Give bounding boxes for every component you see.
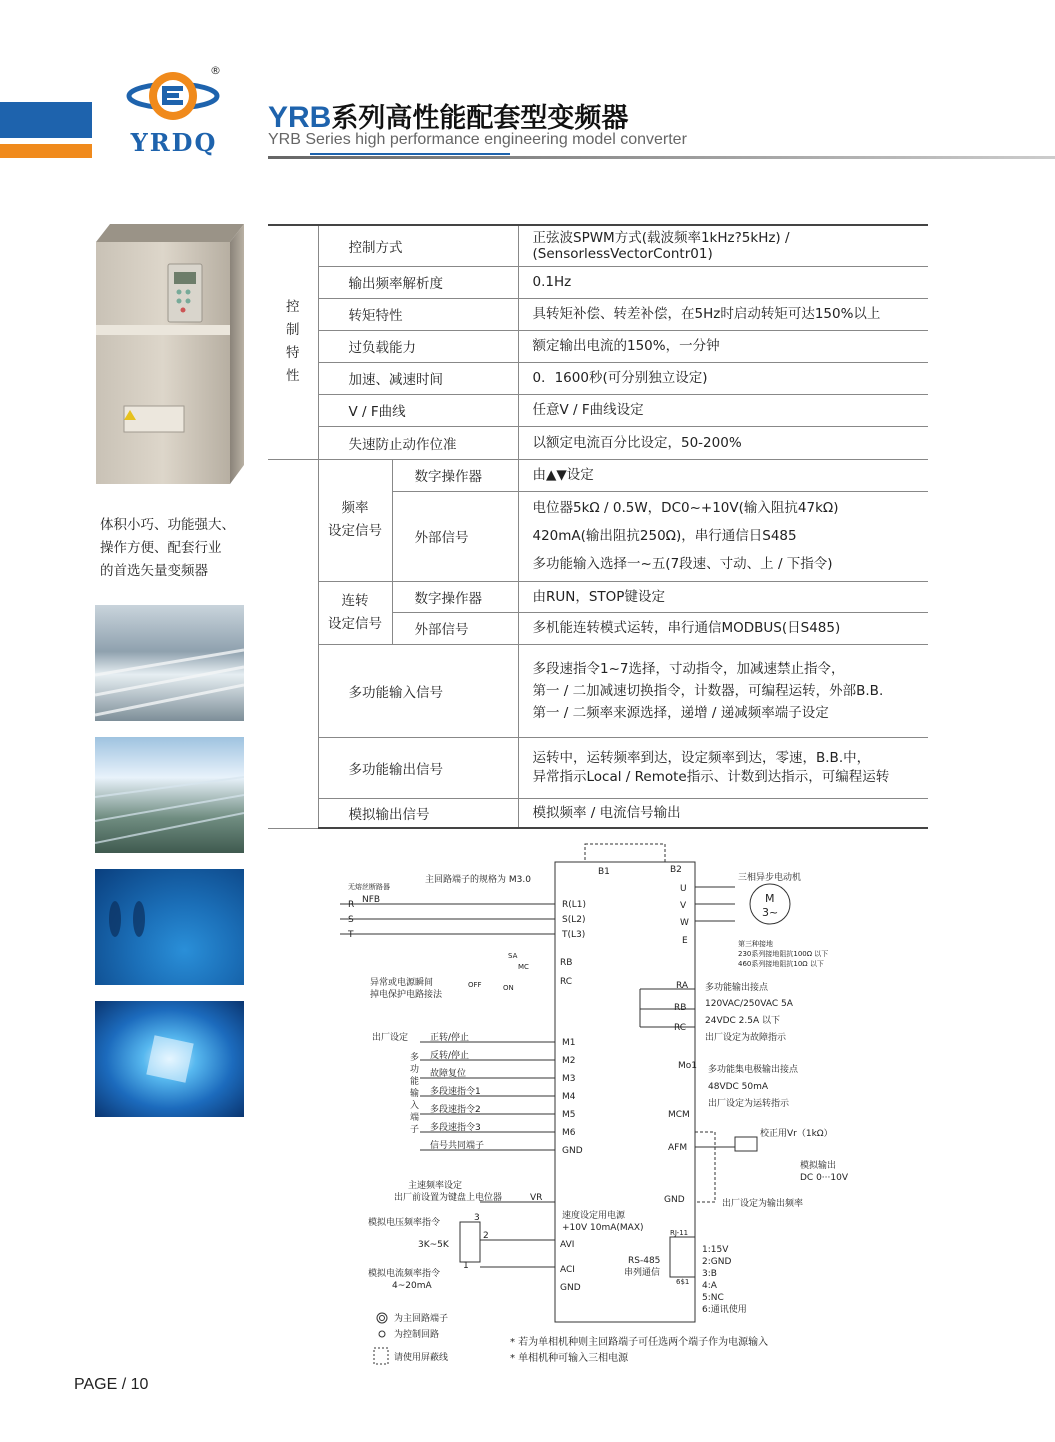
diag-main-freq-1: 主速频率设定 xyxy=(408,1181,463,1191)
diag-rb: RB xyxy=(560,958,573,968)
diag-note-1: * 若为单相机种则主回路端子可任选两个端子作为电源输入 xyxy=(510,1337,769,1348)
diag-in-label: 多段速指令2 xyxy=(430,1105,481,1115)
diag-pins: 6$1 xyxy=(676,1278,690,1286)
diag-rb2: RB xyxy=(674,1003,687,1013)
diag-off: OFF xyxy=(468,981,482,989)
diag-analog-out-1: 模拟输出 xyxy=(800,1161,837,1171)
title-prefix: YRB xyxy=(268,101,332,134)
business-people-photo xyxy=(95,869,244,985)
assembly-line-photo xyxy=(95,737,244,853)
diag-mc: MC xyxy=(518,963,529,971)
spec-value: 多机能连转模式运转，串行通信MODBUS(日S485) xyxy=(518,612,928,644)
spec-key: 数字操作器 xyxy=(392,459,518,491)
spec-value-line: 第一 / 二频率来源选择，递增 / 递减频率端子设定 xyxy=(532,704,829,721)
spec-value-line: 多段速指令1~7选择，寸动指令，加减速禁止指令， xyxy=(532,660,845,677)
diag-pin-item: 4:A xyxy=(702,1281,717,1291)
diag-r: R xyxy=(348,900,355,910)
diag-relay-1: 多功能输出接点 xyxy=(705,983,769,993)
spec-key: 过负载能力 xyxy=(318,330,518,362)
diag-pin-item: 6:通讯使用 xyxy=(702,1305,747,1315)
diag-protect-2: 掉电保护电路接法 xyxy=(370,990,443,1000)
diag-avi: AVI xyxy=(560,1240,575,1250)
diag-e: E xyxy=(682,936,688,946)
factory-photo xyxy=(95,605,244,721)
diag-m-term: M5 xyxy=(562,1110,576,1120)
diag-gnd2: GND xyxy=(560,1283,581,1293)
spec-key: 多功能输出信号 xyxy=(318,737,518,798)
diag-rc: RC xyxy=(560,977,573,987)
diag-on: ON xyxy=(503,984,514,992)
diag-m-term: M2 xyxy=(562,1056,576,1066)
diag-ground-1: 230系列接地阻抗100Ω 以下 xyxy=(738,950,829,958)
diag-pin2: 2 xyxy=(483,1231,489,1241)
header-orange-bar xyxy=(0,144,92,158)
header-blue-bar xyxy=(0,102,92,138)
diag-in-label: 反转/停止 xyxy=(430,1051,470,1061)
diag-rs485-2: 串列通信 xyxy=(624,1268,661,1278)
spec-value: 0.1Hz xyxy=(518,266,928,298)
diag-oc-1: 多功能集电极输出接点 xyxy=(708,1065,799,1075)
diag-oc-3: 出厂设定为运转指示 xyxy=(708,1099,790,1109)
diag-in-label: 信号共同端子 xyxy=(430,1141,485,1151)
freq-group-label: 频率 设定信号 xyxy=(328,500,382,539)
diag-relay-2: 120VAC/250VAC 5A xyxy=(705,999,793,1009)
spec-value xyxy=(518,225,928,266)
diag-pin-item: 3:B xyxy=(702,1269,717,1279)
spec-value-line: 第一 / 二加减速切换指令，计数器，可编程运转，外部B.B. xyxy=(532,682,884,699)
run-group-label: 连转 设定信号 xyxy=(328,592,382,632)
spec-value xyxy=(518,491,928,581)
spec-key: 加速、减速时间 xyxy=(318,362,518,394)
diag-in-label: 正转/停止 xyxy=(430,1033,470,1043)
spec-value xyxy=(518,737,928,798)
header-rule-accent xyxy=(310,153,510,155)
diag-volt-cmd: 模拟电压频率指令 xyxy=(368,1218,441,1228)
diag-aci: ACI xyxy=(560,1265,575,1275)
diag-vr: VR xyxy=(530,1193,543,1203)
spec-value-line: 多功能输入选择一~五(7段速、寸动、上 / 下指令) xyxy=(532,556,833,572)
diag-cur-cmd-2: 4~20mA xyxy=(392,1281,432,1291)
diag-t: T xyxy=(348,930,354,940)
diag-calib: 校正用Vr（1kΩ） xyxy=(760,1129,833,1139)
registered-mark: ® xyxy=(210,64,221,77)
diag-ra: RA xyxy=(676,981,689,991)
page-subtitle: YRB Series high performance engineering model converter xyxy=(268,131,687,148)
diag-leg-shield: 请使用屏蔽线 xyxy=(394,1353,449,1363)
diag-motor-title: 三相异步电动机 xyxy=(738,873,802,883)
circuit-chip-photo xyxy=(95,1001,244,1117)
wiring-diagram xyxy=(340,842,870,1372)
diag-analog-out-2: DC 0···10V xyxy=(800,1173,848,1183)
spec-value: 0．1600秒(可分别独立设定) xyxy=(518,362,928,394)
diag-m: M xyxy=(765,892,775,905)
spec-value xyxy=(518,644,928,737)
diag-in-label: 多段速指令3 xyxy=(430,1123,481,1133)
spec-value: 由RUN，STOP键设定 xyxy=(518,581,928,612)
spec-key: 输出频率解析度 xyxy=(318,266,518,298)
diag-ground-2: 460系列接地阻抗10Ω 以下 xyxy=(738,960,824,968)
diag-rc2: RC xyxy=(674,1023,687,1033)
group-control xyxy=(268,225,318,459)
diag-nfb: 无熔丝断路器 xyxy=(348,883,390,891)
diag-leg-main: 为主回路端子 xyxy=(394,1314,449,1324)
diag-pin-item: 5:NC xyxy=(702,1293,724,1303)
freq-group xyxy=(318,459,392,581)
diag-rl1: R(L1) xyxy=(562,900,587,910)
diag-5k: 3K~5K xyxy=(418,1240,449,1250)
spec-key: 失速防止动作位准 xyxy=(318,426,518,459)
spec-value: 以额定电流百分比设定，50-200% xyxy=(518,426,928,459)
group-blank xyxy=(268,459,318,828)
diag-pin-item: 2:GND xyxy=(702,1257,732,1267)
spec-value: 具转矩补偿、转差补偿，在5Hz时启动转矩可达150%以上 xyxy=(518,298,928,330)
diag-protect-1: 异常或电源瞬间 xyxy=(370,978,434,988)
diag-rj: RJ-11 xyxy=(670,1229,689,1237)
brand-logo-text: YRDQ xyxy=(130,128,218,157)
product-image xyxy=(96,220,244,485)
diag-sl2: S(L2) xyxy=(562,915,586,925)
page-title xyxy=(268,96,628,135)
page-number: PAGE / 10 xyxy=(74,1376,149,1393)
spec-key: 外部信号 xyxy=(392,612,518,644)
diag-speed-1: 速度设定用电源 xyxy=(562,1211,626,1221)
diag-oc-2: 48VDC 50mA xyxy=(708,1082,769,1092)
diag-m-term: M6 xyxy=(562,1128,576,1138)
spec-value-line: 异常指示Local / Remote指示、计数到达指示，可编程运转 xyxy=(532,768,890,785)
spec-value: 由▲▼设定 xyxy=(518,459,928,491)
diag-mo1: Mo1 xyxy=(678,1061,697,1071)
spec-value-line: 420mA(输出阻抗250Ω)，串行通信日S485 xyxy=(532,528,797,544)
diag-in-label: 多段速指令1 xyxy=(430,1087,481,1097)
header-rule xyxy=(268,156,1055,159)
description-line: 操作方便、配套行业 xyxy=(100,540,222,556)
diag-note-2: * 单相机种可输入三相电源 xyxy=(510,1353,629,1364)
diag-in-label: 故障复位 xyxy=(430,1069,467,1079)
spec-key: 模拟输出信号 xyxy=(318,798,518,828)
spec-value-line: 运转中，运转频率到达，设定频率到达，零速，B.B.中， xyxy=(532,749,871,766)
spec-value: 任意V / F曲线设定 xyxy=(518,394,928,426)
spec-key: V / F曲线 xyxy=(318,394,518,426)
diag-mcm: MCM xyxy=(668,1110,690,1120)
diag-s: S xyxy=(348,915,354,925)
diag-pin1: 1 xyxy=(463,1261,469,1271)
diag-gnd: GND xyxy=(664,1195,685,1205)
diag-factory: 出厂设定 xyxy=(372,1033,409,1043)
diag-relay-4: 出厂设定为故障指示 xyxy=(705,1033,787,1043)
diag-sa: SA xyxy=(508,952,518,960)
diag-m-term: M3 xyxy=(562,1074,576,1084)
spec-value: 额定输出电流的150%，一分钟 xyxy=(518,330,928,362)
diag-relay-3: 24VDC 2.5A 以下 xyxy=(705,1016,781,1026)
diag-pin-item: 1:15V xyxy=(702,1245,729,1255)
diag-w: W xyxy=(680,918,689,928)
spec-table xyxy=(268,224,928,829)
description-line: 的首选矢量变频器 xyxy=(100,563,208,579)
description-line: 体积小巧、功能强大、 xyxy=(100,517,235,533)
diag-u: U xyxy=(680,884,687,894)
diag-tl3: T(L3) xyxy=(562,930,586,940)
diag-m-term: M4 xyxy=(562,1092,576,1102)
diag-m-term: M1 xyxy=(562,1038,576,1048)
diag-ground-title: 第三种接地 xyxy=(738,940,773,948)
diag-pin3: 3 xyxy=(474,1213,480,1223)
diag-speed-2: +10V 10mA(MAX) xyxy=(562,1223,644,1233)
spec-key: 外部信号 xyxy=(392,491,518,581)
diag-leg-ctrl: 为控制回路 xyxy=(394,1330,440,1340)
diag-main-freq-2: 出厂前设置为键盘上电位器 xyxy=(394,1193,503,1203)
diag-nfb-short: NFB xyxy=(362,895,381,905)
spec-key: 控制方式 xyxy=(318,225,518,266)
spec-value-line: 电位器5kΩ / 0.5W，DC0~+10V(输入阻抗47kΩ) xyxy=(532,500,839,516)
diag-main-spec: 主回路端子的规格为 M3.0 xyxy=(425,875,531,885)
title-cn-text: 系列高性能配套型变频器 xyxy=(331,103,629,134)
diag-afm-factory: 出厂设定为输出频率 xyxy=(722,1199,804,1209)
diag-m3: 3~ xyxy=(762,906,779,919)
spec-key: 多功能输入信号 xyxy=(318,644,518,737)
spec-key: 转矩特性 xyxy=(318,298,518,330)
group-control-label: 控 制 特 性 xyxy=(286,299,300,385)
product-description xyxy=(100,514,270,583)
diag-b2: B2 xyxy=(670,865,682,875)
spec-value: 模拟频率 / 电流信号输出 xyxy=(518,798,928,828)
diag-m-term: GND xyxy=(562,1146,583,1156)
diag-afm: AFM xyxy=(668,1143,688,1153)
spec-value-line: (SensorlessVectorContr01) xyxy=(532,245,713,262)
diag-b1: B1 xyxy=(598,867,610,877)
diag-rs485-1: RS-485 xyxy=(628,1256,661,1266)
diag-cur-cmd-1: 模拟电流频率指令 xyxy=(368,1269,441,1279)
spec-key: 数字操作器 xyxy=(392,581,518,612)
diag-multi-in: 多功能输入端子 xyxy=(410,1053,420,1135)
spec-value-line: 正弦波SPWM方式(载波频率1kHz?5kHz) / xyxy=(532,229,790,246)
diag-v: V xyxy=(680,901,687,911)
run-group xyxy=(318,581,392,644)
